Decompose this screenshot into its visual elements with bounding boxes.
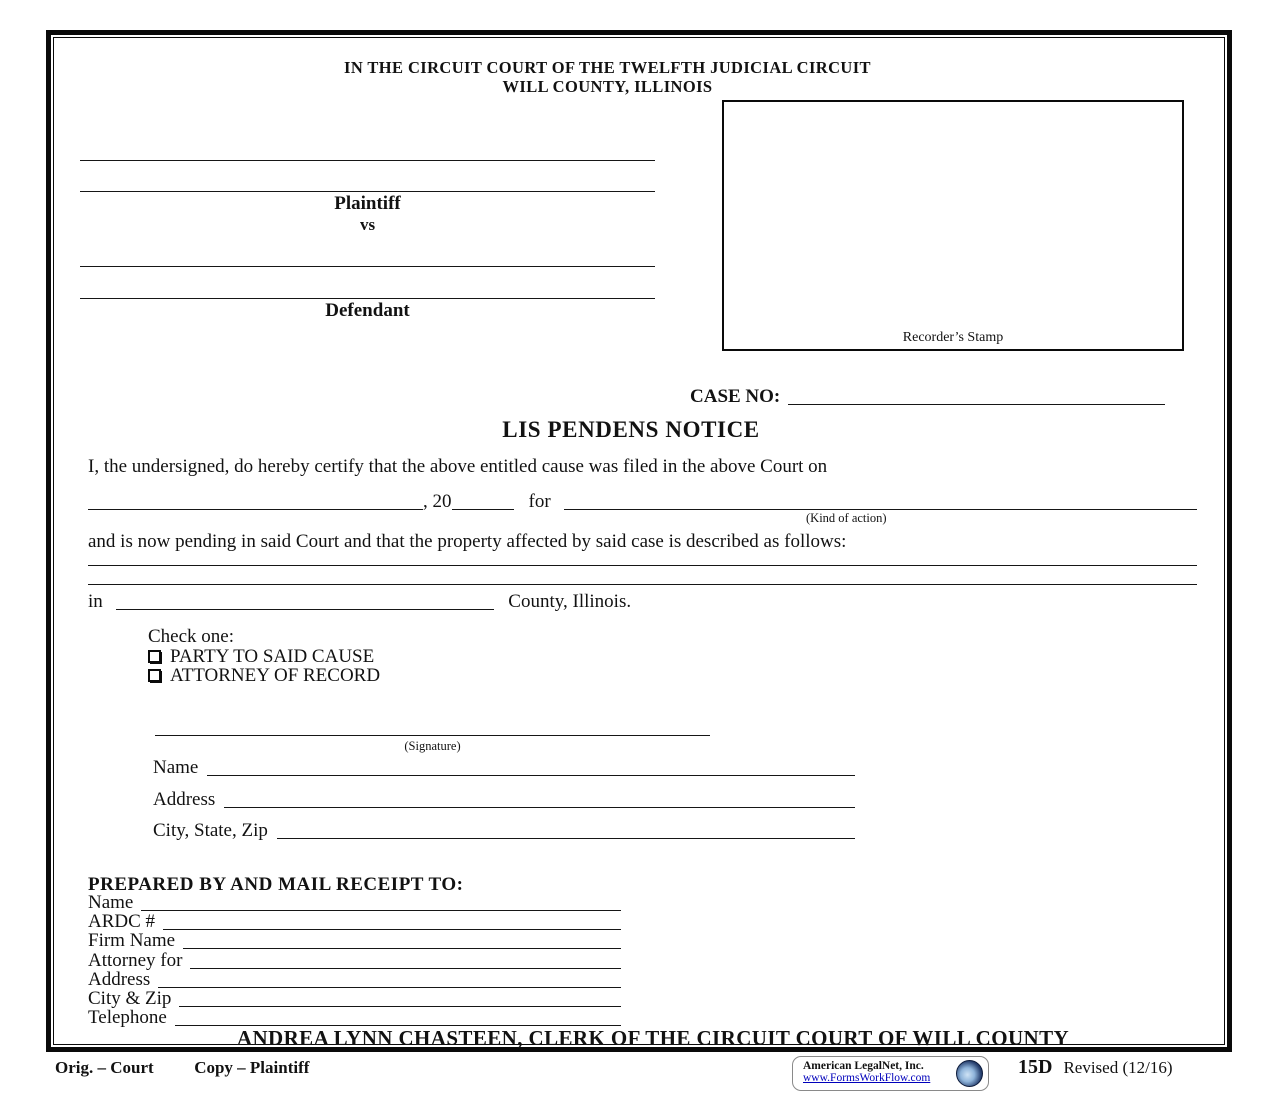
signer-address-line[interactable] [224,790,855,808]
court-header-line1: IN THE CIRCUIT COURT OF THE TWELFTH JUDICIAL CIRCUIT [344,58,871,77]
signer-name-label: Name [153,757,199,779]
county-line[interactable] [116,592,494,610]
prepared-attorney-for-label: Attorney for [88,950,183,972]
plaintiff-name-line-2[interactable] [80,191,655,192]
county-row [88,591,631,613]
recorders-stamp-label: Recorder’s Stamp [902,330,1004,345]
legalnet-company: American LegalNet, Inc. [803,1060,924,1072]
prepared-address-label: Address [88,969,151,991]
property-description-line-1[interactable] [88,565,1197,566]
vs-label: vs [359,215,376,234]
footer-distribution [55,1058,309,1078]
clerk-line: ANDREA LYNN CHASTEEN, CLERK OF THE CIRCUIT COURT OF WILL COUNTY [236,1026,1070,1050]
form-title: LIS PENDENS NOTICE [502,417,760,442]
signer-city-state-zip-line[interactable] [277,821,855,839]
case-no-label: CASE NO: [690,386,781,408]
prepared-ardc-label: ARDC # [88,911,156,933]
form-number: 15D [1018,1056,1053,1078]
party-option-label: PARTY TO SAID CAUSE [170,646,375,667]
kind-of-action-caption: (Kind of action) [806,511,887,525]
recorders-stamp-box [722,100,1184,351]
signer-city-state-zip-label: City, State, Zip [153,820,268,842]
prepared-firm-line[interactable] [183,931,621,949]
pending-text: and is now pending in said Court and that the property affected by said case is described as follows: [88,531,847,552]
plaintiff-label: Plaintiff [334,193,401,214]
signature-caption: (Signature) [404,739,461,753]
party-checkbox-icon[interactable] [148,650,161,663]
county-suffix: County, Illinois. [508,591,632,612]
filed-date-line[interactable] [88,492,423,510]
year-prefix: , 20 [423,491,452,513]
signature-line[interactable] [155,735,710,736]
property-description-line-2[interactable] [88,584,1197,585]
prepared-telephone-label: Telephone [88,1007,167,1029]
prepared-firm-label: Firm Name [88,930,176,952]
check-one-label: Check one: [148,626,235,647]
prepared-by-heading: PREPARED BY AND MAIL RECEIPT TO: [88,874,464,895]
globe-icon [956,1060,983,1087]
signer-address-label: Address [153,789,216,811]
defendant-label: Defendant [325,300,410,321]
filed-date-row [88,489,1197,513]
defendant-name-line-2[interactable] [80,298,655,299]
in-label: in [88,591,103,612]
case-no-line[interactable] [788,387,1165,405]
attorney-checkbox-icon[interactable] [148,669,161,682]
signer-city-state-zip-row [153,818,855,842]
signer-name-line[interactable] [207,758,855,776]
footer-distribution-copy: Copy – Plaintiff [194,1058,310,1077]
prepared-city-zip-label: City & Zip [88,988,172,1010]
certify-text: I, the undersigned, do hereby certify that the above entitled cause was filed in the above Court on [88,456,828,477]
legalnet-badge [792,1056,989,1091]
plaintiff-name-line-1[interactable] [80,160,655,161]
signer-address-row [153,787,855,811]
legalnet-url-link[interactable]: www.FormsWorkFlow.com [803,1072,931,1084]
for-label: for [528,491,551,513]
prepared-telephone-line[interactable] [175,1008,621,1026]
revision-label: Revised (12/16) [1063,1058,1173,1077]
case-no-row [690,384,1165,408]
footer-distribution-orig: Orig. – Court [55,1058,154,1077]
kind-of-action-line[interactable] [564,492,1197,510]
prepared-name-label: Name [88,892,134,914]
defendant-name-line-1[interactable] [80,266,655,267]
check-option-attorney[interactable] [148,665,380,687]
form-revision [1018,1056,1173,1079]
court-header-line2: WILL COUNTY, ILLINOIS [502,77,713,96]
year-line[interactable] [452,492,514,510]
signer-name-row [153,755,855,779]
attorney-option-label: ATTORNEY OF RECORD [170,665,381,686]
